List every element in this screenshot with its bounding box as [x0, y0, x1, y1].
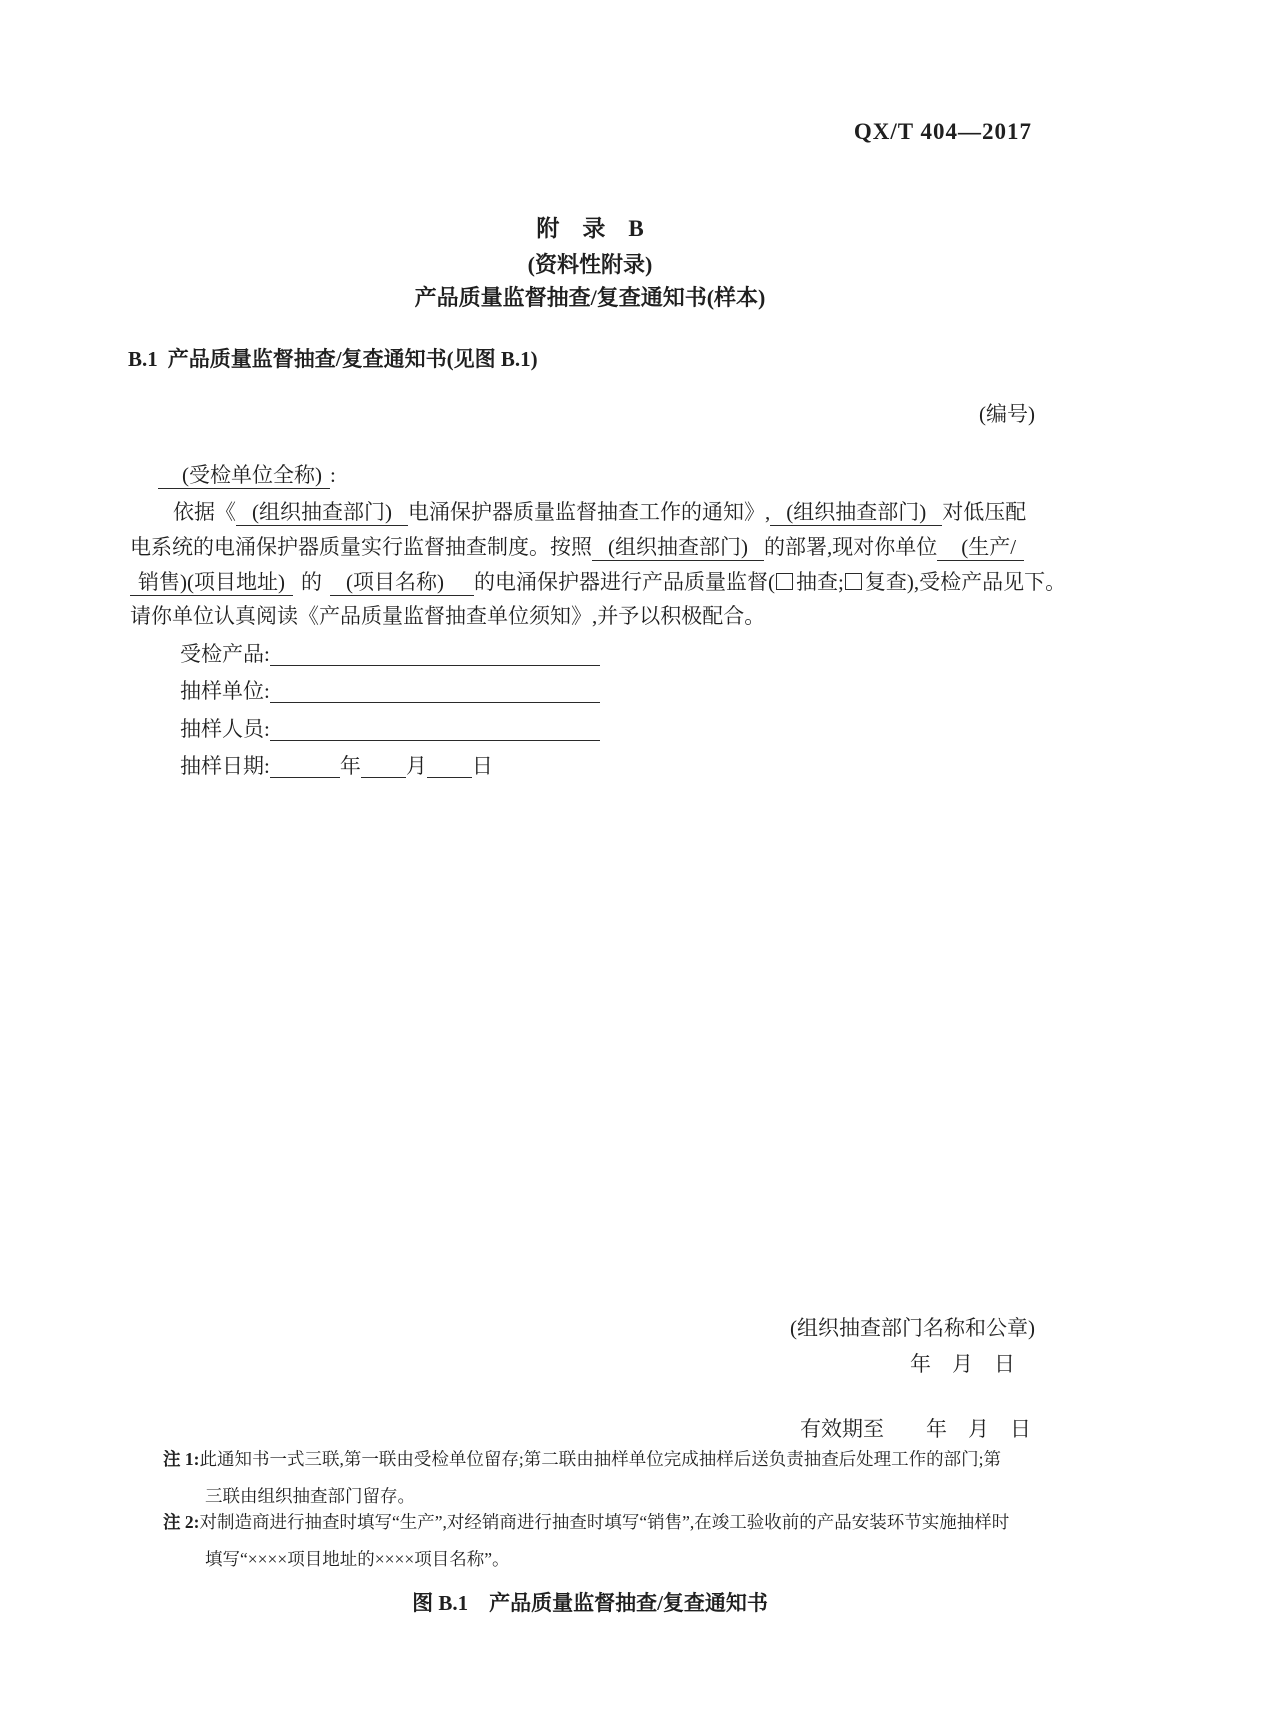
blank-org-dept-2: (组织抽查部门): [770, 499, 942, 526]
field-line: [361, 755, 406, 778]
field-label: 抽样人员:: [180, 717, 270, 741]
blank-production: (生产/: [937, 534, 1024, 561]
field-inspected-product: [180, 641, 600, 667]
note-2-line-2: 填写“××××项目地址的××××项目名称”。: [205, 1549, 510, 1569]
field-line: [427, 755, 472, 778]
field-sampling-date: [180, 753, 493, 779]
para-text: 的电涌保护器进行产品质量监督(: [473, 570, 775, 594]
appendix-doc-title: 产品质量监督抽查/复查通知书(样本): [414, 285, 766, 310]
blank-sale-address: 销售)(项目地址): [130, 569, 293, 596]
paragraph-line-2: [130, 534, 1024, 561]
paragraph-line-1: [173, 499, 1026, 526]
field-label: 抽样单位:: [180, 679, 270, 703]
section-number: B.1: [128, 347, 158, 371]
para-text: 对低压配: [942, 500, 1027, 524]
figure-caption: 图 B.1 产品质量监督抽查/复查通知书: [412, 1591, 768, 1615]
field-line: [270, 680, 600, 703]
blank-org-dept-3: (组织抽查部门): [592, 534, 764, 561]
field-line: [270, 643, 600, 666]
addressee-colon: :: [330, 463, 336, 487]
paragraph-line-3: [130, 569, 1066, 596]
note-text: 此通知书一式三联,第一联由受检单位留存;第二联由抽样单位完成抽样后送负责抽查后处理工作的部门;第: [199, 1449, 1002, 1469]
field-label: 受检产品:: [180, 642, 270, 666]
note-2-line-1: [163, 1512, 1009, 1534]
para-text: 电涌保护器质量监督抽查工作的通知》,: [408, 500, 771, 524]
addressee-line: [158, 462, 336, 489]
checkbox-label-review: 复查),受检产品见下。: [864, 570, 1067, 594]
validity-date: 年 月 日: [926, 1417, 1031, 1441]
date-unit-year: 年: [339, 754, 361, 778]
para-text: 的部署,现对你单位: [764, 535, 938, 559]
date-unit-day: 日: [471, 754, 493, 778]
addressee-blank: (受检单位全称): [158, 462, 330, 489]
section-heading: [128, 346, 538, 372]
field-line: [270, 718, 600, 741]
checkbox-icon: [776, 573, 793, 590]
blank-org-dept-1: (组织抽查部门): [236, 499, 408, 526]
org-seal-line: (组织抽查部门名称和公章): [790, 1316, 1035, 1340]
appendix-label: 附 录 B: [536, 216, 644, 241]
serial-label: (编号): [979, 402, 1035, 426]
note-1-line-2: 三联由组织抽查部门留存。: [205, 1486, 415, 1506]
note-label: 注 1:: [163, 1449, 200, 1469]
note-label: 注 2:: [163, 1512, 200, 1532]
validity-line: [800, 1416, 1031, 1442]
checkbox-label-sampling: 抽查;: [795, 570, 844, 594]
seal-date-line: 年 月 日: [910, 1352, 1015, 1376]
date-unit-month: 月: [405, 754, 427, 778]
field-label: 抽样日期:: [180, 754, 270, 778]
note-1-line-1: [163, 1449, 1001, 1471]
appendix-subtitle: (资料性附录): [527, 252, 653, 277]
standard-code: QX/T 404—2017: [853, 119, 1032, 144]
blank-project-name: (项目名称): [330, 569, 474, 596]
para-text: 依据《: [173, 500, 236, 524]
checkbox-icon: [845, 573, 862, 590]
section-title: 产品质量监督抽查/复查通知书(见图 B.1): [167, 347, 538, 371]
para-text: 的: [300, 570, 322, 594]
paragraph-line-4: 请你单位认真阅读《产品质量监督抽查单位须知》,并予以积极配合。: [130, 604, 766, 628]
para-text: 电系统的电涌保护器质量实行监督抽查制度。按照: [130, 535, 592, 559]
field-line: [270, 755, 340, 778]
field-sampling-personnel: [180, 716, 600, 742]
validity-label: 有效期至: [800, 1417, 884, 1441]
note-text: 对制造商进行抽查时填写“生产”,对经销商进行抽查时填写“销售”,在竣工验收前的产品安装环节实施抽样时: [199, 1512, 1010, 1532]
field-sampling-unit: [180, 678, 600, 704]
